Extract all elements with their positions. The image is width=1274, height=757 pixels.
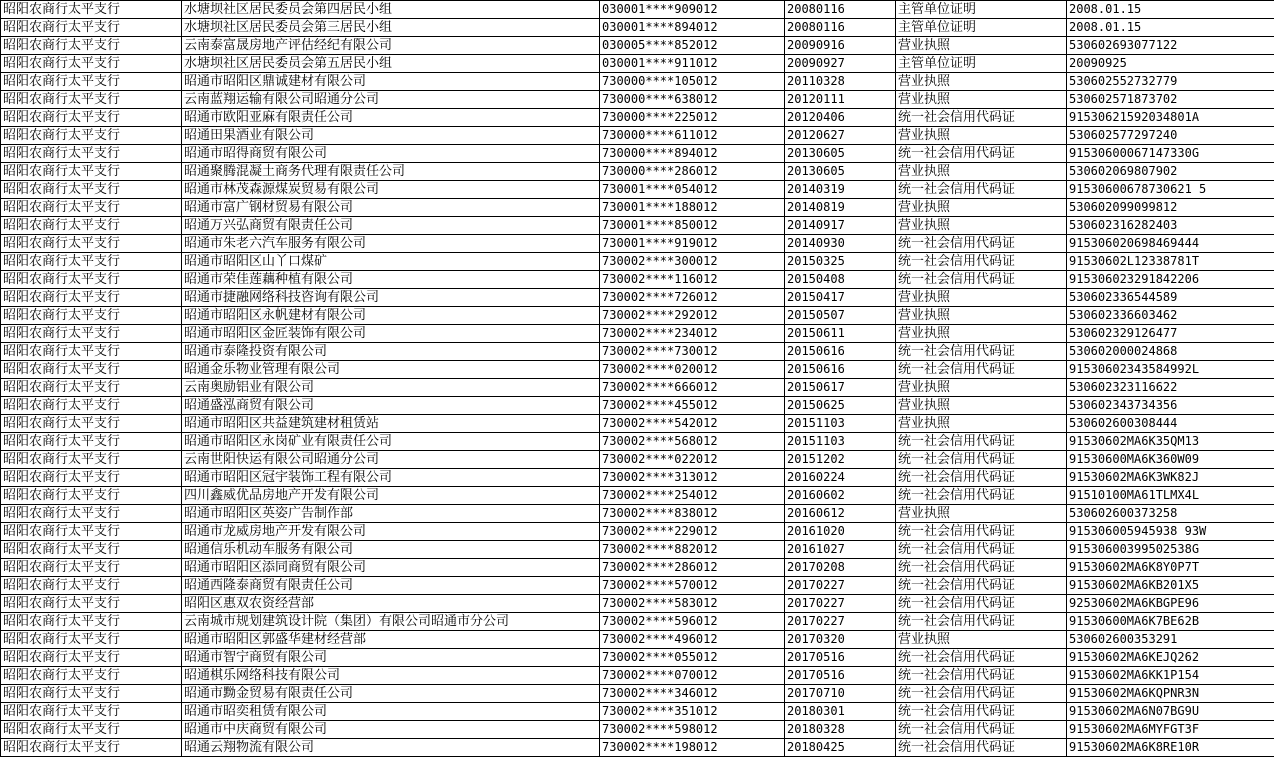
account-number-cell[interactable]: 730001****188012	[600, 199, 785, 217]
document-number-cell[interactable]: 91530602MA6MYFGT3F	[1067, 721, 1274, 739]
document-number-cell[interactable]: 92530602MA6KBGPE96	[1067, 595, 1274, 613]
account-number-cell[interactable]: 730002****455012	[600, 397, 785, 415]
account-number-cell[interactable]: 730002****229012	[600, 523, 785, 541]
branch-cell[interactable]: 昭阳农商行太平支行	[1, 613, 182, 631]
account-number-cell[interactable]: 730000****611012	[600, 127, 785, 145]
document-type-cell[interactable]: 统一社会信用代码证	[896, 343, 1067, 361]
open-date-cell[interactable]: 20150625	[785, 397, 896, 415]
account-number-cell[interactable]: 730002****020012	[600, 361, 785, 379]
document-number-cell[interactable]: 530602316282403	[1067, 217, 1274, 235]
branch-cell[interactable]: 昭阳农商行太平支行	[1, 55, 182, 73]
open-date-cell[interactable]: 20140930	[785, 235, 896, 253]
account-number-cell[interactable]: 730002****070012	[600, 667, 785, 685]
table-row	[1, 577, 1274, 595]
open-date-cell[interactable]: 20120406	[785, 109, 896, 127]
document-number-cell[interactable]: 530602323116622	[1067, 379, 1274, 397]
table-row	[1, 163, 1274, 181]
document-type-cell[interactable]: 营业执照	[896, 199, 1067, 217]
table-row	[1, 127, 1274, 145]
document-type-cell[interactable]: 营业执照	[896, 73, 1067, 91]
open-date-cell[interactable]: 20130605	[785, 145, 896, 163]
account-number-cell[interactable]: 730002****351012	[600, 703, 785, 721]
table-row	[1, 415, 1274, 433]
company-name-cell[interactable]: 昭通市朱老六汽车服务有限公司	[182, 235, 600, 253]
document-number-cell[interactable]: 91530600MA6K7BE62B	[1067, 613, 1274, 631]
document-type-cell[interactable]: 统一社会信用代码证	[896, 469, 1067, 487]
open-date-cell[interactable]: 20180328	[785, 721, 896, 739]
account-number-cell[interactable]: 030005****852012	[600, 37, 785, 55]
document-type-cell[interactable]: 营业执照	[896, 325, 1067, 343]
table-row	[1, 667, 1274, 685]
company-name-cell[interactable]: 昭通市泰隆投资有限公司	[182, 343, 600, 361]
branch-cell[interactable]: 昭阳农商行太平支行	[1, 343, 182, 361]
open-date-cell[interactable]: 20151202	[785, 451, 896, 469]
company-name-cell[interactable]: 昭通市昭阳区共益建筑建材租赁站	[182, 415, 600, 433]
document-type-cell[interactable]: 统一社会信用代码证	[896, 667, 1067, 685]
document-type-cell[interactable]: 统一社会信用代码证	[896, 451, 1067, 469]
branch-cell[interactable]: 昭阳农商行太平支行	[1, 703, 182, 721]
table-row	[1, 703, 1274, 721]
open-date-cell[interactable]: 20150507	[785, 307, 896, 325]
document-type-cell[interactable]: 营业执照	[896, 289, 1067, 307]
account-number-cell[interactable]: 730002****542012	[600, 415, 785, 433]
account-number-cell[interactable]: 730000****286012	[600, 163, 785, 181]
table-row	[1, 109, 1274, 127]
table-row	[1, 487, 1274, 505]
open-date-cell[interactable]: 20140917	[785, 217, 896, 235]
document-number-cell[interactable]: 530602600373258	[1067, 505, 1274, 523]
document-type-cell[interactable]: 统一社会信用代码证	[896, 145, 1067, 163]
branch-cell[interactable]: 昭阳农商行太平支行	[1, 163, 182, 181]
document-type-cell[interactable]: 统一社会信用代码证	[896, 253, 1067, 271]
account-number-cell[interactable]: 730002****346012	[600, 685, 785, 703]
document-number-cell[interactable]: 915306020698469444	[1067, 235, 1274, 253]
document-type-cell[interactable]: 统一社会信用代码证	[896, 739, 1067, 757]
open-date-cell[interactable]: 20170208	[785, 559, 896, 577]
branch-cell[interactable]: 昭阳农商行太平支行	[1, 505, 182, 523]
document-type-cell[interactable]: 统一社会信用代码证	[896, 685, 1067, 703]
account-number-cell[interactable]: 730000****225012	[600, 109, 785, 127]
company-name-cell[interactable]: 昭通市昭得商贸有限公司	[182, 145, 600, 163]
company-name-cell[interactable]: 昭通田果酒业有限公司	[182, 127, 600, 145]
account-number-cell[interactable]: 730002****568012	[600, 433, 785, 451]
open-date-cell[interactable]: 20170516	[785, 667, 896, 685]
branch-cell[interactable]: 昭阳农商行太平支行	[1, 469, 182, 487]
document-number-cell[interactable]: 530602336603462	[1067, 307, 1274, 325]
document-type-cell[interactable]: 营业执照	[896, 631, 1067, 649]
open-date-cell[interactable]: 20080116	[785, 19, 896, 37]
table-row	[1, 469, 1274, 487]
open-date-cell[interactable]: 20170227	[785, 595, 896, 613]
branch-cell[interactable]: 昭阳农商行太平支行	[1, 649, 182, 667]
branch-cell[interactable]: 昭阳农商行太平支行	[1, 433, 182, 451]
branch-cell[interactable]: 昭阳农商行太平支行	[1, 631, 182, 649]
company-name-cell[interactable]: 昭通盛泓商贸有限公司	[182, 397, 600, 415]
document-number-cell[interactable]: 530602600308444	[1067, 415, 1274, 433]
company-name-cell[interactable]: 昭通市昭奕租赁有限公司	[182, 703, 600, 721]
table-row	[1, 559, 1274, 577]
open-date-cell[interactable]: 20140319	[785, 181, 896, 199]
table-row	[1, 649, 1274, 667]
branch-cell[interactable]: 昭阳农商行太平支行	[1, 145, 182, 163]
company-name-cell[interactable]: 昭通西隆泰商贸有限责任公司	[182, 577, 600, 595]
open-date-cell[interactable]: 20120111	[785, 91, 896, 109]
table-body	[1, 1, 1274, 757]
account-number-cell[interactable]: 030001****911012	[600, 55, 785, 73]
document-number-cell[interactable]: 530602000024868	[1067, 343, 1274, 361]
document-number-cell[interactable]: 20090925	[1067, 55, 1274, 73]
account-number-cell[interactable]: 730002****583012	[600, 595, 785, 613]
branch-cell[interactable]: 昭阳农商行太平支行	[1, 289, 182, 307]
company-name-cell[interactable]: 昭通市林茂森源煤炭贸易有限公司	[182, 181, 600, 199]
company-name-cell[interactable]: 昭通市昭阳区山丫口煤矿	[182, 253, 600, 271]
document-number-cell[interactable]: 91530602MA6KEJQ262	[1067, 649, 1274, 667]
document-number-cell[interactable]: 91530602MA6N07BG9U	[1067, 703, 1274, 721]
table-row	[1, 739, 1274, 757]
table-row	[1, 541, 1274, 559]
table-row	[1, 451, 1274, 469]
table-row	[1, 37, 1274, 55]
open-date-cell[interactable]: 20170227	[785, 577, 896, 595]
account-number-cell[interactable]: 730002****313012	[600, 469, 785, 487]
open-date-cell[interactable]: 20130605	[785, 163, 896, 181]
account-number-cell[interactable]: 730002****022012	[600, 451, 785, 469]
open-date-cell[interactable]: 20120627	[785, 127, 896, 145]
account-number-cell[interactable]: 030001****894012	[600, 19, 785, 37]
company-name-cell[interactable]: 昭通金乐物业管理有限公司	[182, 361, 600, 379]
table-row	[1, 19, 1274, 37]
open-date-cell[interactable]: 20151103	[785, 415, 896, 433]
document-type-cell[interactable]: 营业执照	[896, 505, 1067, 523]
account-number-cell[interactable]: 730000****105012	[600, 73, 785, 91]
document-type-cell[interactable]: 统一社会信用代码证	[896, 721, 1067, 739]
document-type-cell[interactable]: 统一社会信用代码证	[896, 109, 1067, 127]
branch-cell[interactable]: 昭阳农商行太平支行	[1, 487, 182, 505]
open-date-cell[interactable]: 20080116	[785, 1, 896, 19]
company-name-cell[interactable]: 水塘坝社区居民委员会第三居民小组	[182, 19, 600, 37]
open-date-cell[interactable]: 20170227	[785, 613, 896, 631]
document-number-cell[interactable]: 915306005945938 93W	[1067, 523, 1274, 541]
document-type-cell[interactable]: 主管单位证明	[896, 19, 1067, 37]
branch-cell[interactable]: 昭阳农商行太平支行	[1, 415, 182, 433]
document-number-cell[interactable]: 2008.01.15	[1067, 1, 1274, 19]
branch-cell[interactable]: 昭阳农商行太平支行	[1, 541, 182, 559]
branch-cell[interactable]: 昭阳农商行太平支行	[1, 109, 182, 127]
document-number-cell[interactable]: 91530602MA6K8RE10R	[1067, 739, 1274, 757]
table-row	[1, 91, 1274, 109]
document-number-cell[interactable]: 2008.01.15	[1067, 19, 1274, 37]
table-row	[1, 361, 1274, 379]
document-number-cell[interactable]: 91530602L12338781T	[1067, 253, 1274, 271]
document-number-cell[interactable]: 91530600MA6K360W09	[1067, 451, 1274, 469]
open-date-cell[interactable]: 20151103	[785, 433, 896, 451]
document-type-cell[interactable]: 统一社会信用代码证	[896, 703, 1067, 721]
branch-cell[interactable]: 昭阳农商行太平支行	[1, 379, 182, 397]
document-number-cell[interactable]: 530602329126477	[1067, 325, 1274, 343]
open-date-cell[interactable]: 20160602	[785, 487, 896, 505]
branch-cell[interactable]: 昭阳农商行太平支行	[1, 451, 182, 469]
open-date-cell[interactable]: 20150611	[785, 325, 896, 343]
open-date-cell[interactable]: 20150417	[785, 289, 896, 307]
branch-cell[interactable]: 昭阳农商行太平支行	[1, 559, 182, 577]
open-date-cell[interactable]: 20161027	[785, 541, 896, 559]
document-type-cell[interactable]: 营业执照	[896, 217, 1067, 235]
company-name-cell[interactable]: 昭通聚腾混凝土商务代理有限责任公司	[182, 163, 600, 181]
document-number-cell[interactable]: 91530602MA6K35QM13	[1067, 433, 1274, 451]
document-number-cell[interactable]: 91530602343584992L	[1067, 361, 1274, 379]
document-type-cell[interactable]: 统一社会信用代码证	[896, 523, 1067, 541]
document-type-cell[interactable]: 营业执照	[896, 127, 1067, 145]
branch-cell[interactable]: 昭阳农商行太平支行	[1, 577, 182, 595]
document-type-cell[interactable]: 营业执照	[896, 91, 1067, 109]
company-name-cell[interactable]: 昭通市荣佳莲藕种植有限公司	[182, 271, 600, 289]
table-row	[1, 181, 1274, 199]
company-name-cell[interactable]: 四川鑫威优品房地产开发有限公司	[182, 487, 600, 505]
document-type-cell[interactable]: 统一社会信用代码证	[896, 595, 1067, 613]
branch-cell[interactable]: 昭阳农商行太平支行	[1, 217, 182, 235]
branch-cell[interactable]: 昭阳农商行太平支行	[1, 721, 182, 739]
open-date-cell[interactable]: 20180425	[785, 739, 896, 757]
branch-cell[interactable]: 昭阳农商行太平支行	[1, 271, 182, 289]
document-type-cell[interactable]: 统一社会信用代码证	[896, 577, 1067, 595]
company-name-cell[interactable]: 昭通市昭阳区永岗矿业有限责任公司	[182, 433, 600, 451]
company-name-cell[interactable]: 云南泰富晟房地产评估经纪有限公司	[182, 37, 600, 55]
account-number-cell[interactable]: 730000****638012	[600, 91, 785, 109]
document-number-cell[interactable]: 915306023291842206	[1067, 271, 1274, 289]
document-type-cell[interactable]: 统一社会信用代码证	[896, 271, 1067, 289]
document-number-cell[interactable]: 530602571873702	[1067, 91, 1274, 109]
branch-cell[interactable]: 昭阳农商行太平支行	[1, 1, 182, 19]
document-number-cell[interactable]: 91530600399502538G	[1067, 541, 1274, 559]
account-number-cell[interactable]: 730002****838012	[600, 505, 785, 523]
company-name-cell[interactable]: 昭通市富广钢材贸易有限公司	[182, 199, 600, 217]
document-number-cell[interactable]: 530602577297240	[1067, 127, 1274, 145]
table-row	[1, 73, 1274, 91]
account-number-cell[interactable]: 730000****894012	[600, 145, 785, 163]
company-name-cell[interactable]: 昭通棋乐网络科技有限公司	[182, 667, 600, 685]
account-number-cell[interactable]: 730002****292012	[600, 307, 785, 325]
table-row	[1, 343, 1274, 361]
table-row	[1, 145, 1274, 163]
open-date-cell[interactable]: 20150408	[785, 271, 896, 289]
account-number-cell[interactable]: 730002****496012	[600, 631, 785, 649]
document-number-cell[interactable]: 91530602MA6K3WK82J	[1067, 469, 1274, 487]
company-name-cell[interactable]: 云南城市规划建筑设计院（集团）有限公司昭通市分公司	[182, 613, 600, 631]
document-type-cell[interactable]: 营业执照	[896, 379, 1067, 397]
table-row	[1, 271, 1274, 289]
company-name-cell[interactable]: 昭通市昭阳区英姿广告制作部	[182, 505, 600, 523]
table-row	[1, 433, 1274, 451]
document-number-cell[interactable]: 530602600353291	[1067, 631, 1274, 649]
document-type-cell[interactable]: 统一社会信用代码证	[896, 613, 1067, 631]
document-number-cell[interactable]: 91530600067147330G	[1067, 145, 1274, 163]
document-number-cell[interactable]: 530602336544589	[1067, 289, 1274, 307]
table-row	[1, 325, 1274, 343]
open-date-cell[interactable]: 20170320	[785, 631, 896, 649]
company-name-cell[interactable]: 昭通信乐机动车服务有限公司	[182, 541, 600, 559]
branch-cell[interactable]: 昭阳农商行太平支行	[1, 91, 182, 109]
company-name-cell[interactable]: 昭通市昭阳区添同商贸有限公司	[182, 559, 600, 577]
document-number-cell[interactable]: 530602343734356	[1067, 397, 1274, 415]
company-name-cell[interactable]: 昭通市捷融网络科技咨询有限公司	[182, 289, 600, 307]
document-number-cell[interactable]: 91530602MA6KB201X5	[1067, 577, 1274, 595]
account-number-cell[interactable]: 730002****286012	[600, 559, 785, 577]
open-date-cell[interactable]: 20150616	[785, 343, 896, 361]
branch-cell[interactable]: 昭阳农商行太平支行	[1, 595, 182, 613]
account-number-cell[interactable]: 730002****254012	[600, 487, 785, 505]
document-type-cell[interactable]: 统一社会信用代码证	[896, 487, 1067, 505]
branch-cell[interactable]: 昭阳农商行太平支行	[1, 181, 182, 199]
document-number-cell[interactable]: 91530602MA6KK1P154	[1067, 667, 1274, 685]
branch-cell[interactable]: 昭阳农商行太平支行	[1, 739, 182, 757]
company-name-cell[interactable]: 云南蓝翔运输有限公司昭通分公司	[182, 91, 600, 109]
document-type-cell[interactable]: 主管单位证明	[896, 1, 1067, 19]
document-type-cell[interactable]: 营业执照	[896, 415, 1067, 433]
document-number-cell[interactable]: 530602693077122	[1067, 37, 1274, 55]
table-row	[1, 379, 1274, 397]
company-name-cell[interactable]: 昭通市智宁商贸有限公司	[182, 649, 600, 667]
document-type-cell[interactable]: 统一社会信用代码证	[896, 541, 1067, 559]
account-number-cell[interactable]: 730002****726012	[600, 289, 785, 307]
open-date-cell[interactable]: 20150617	[785, 379, 896, 397]
document-number-cell[interactable]: 530602069807902	[1067, 163, 1274, 181]
document-type-cell[interactable]: 营业执照	[896, 37, 1067, 55]
company-name-cell[interactable]: 昭通市昭阳区鼎诚建材有限公司	[182, 73, 600, 91]
table-row	[1, 505, 1274, 523]
document-type-cell[interactable]: 营业执照	[896, 307, 1067, 325]
company-name-cell[interactable]: 昭通市昭阳区永帆建材有限公司	[182, 307, 600, 325]
document-type-cell[interactable]: 营业执照	[896, 397, 1067, 415]
table-row	[1, 685, 1274, 703]
open-date-cell[interactable]: 20160224	[785, 469, 896, 487]
company-name-cell[interactable]: 昭通市昭阳区金匠装饰有限公司	[182, 325, 600, 343]
account-number-cell[interactable]: 730002****666012	[600, 379, 785, 397]
document-type-cell[interactable]: 主管单位证明	[896, 55, 1067, 73]
account-number-cell[interactable]: 730002****116012	[600, 271, 785, 289]
account-number-cell[interactable]: 730002****882012	[600, 541, 785, 559]
document-number-cell[interactable]: 91530600678730621 5	[1067, 181, 1274, 199]
table-row	[1, 55, 1274, 73]
document-number-cell[interactable]: 91510100MA61TLMX4L	[1067, 487, 1274, 505]
account-number-cell[interactable]: 730002****055012	[600, 649, 785, 667]
table-row	[1, 1, 1274, 19]
company-name-cell[interactable]: 水塘坝社区居民委员会第五居民小组	[182, 55, 600, 73]
company-name-cell[interactable]: 昭阳区惠双农资经营部	[182, 595, 600, 613]
account-number-cell[interactable]: 030001****909012	[600, 1, 785, 19]
branch-cell[interactable]: 昭阳农商行太平支行	[1, 307, 182, 325]
account-number-cell[interactable]: 730001****054012	[600, 181, 785, 199]
branch-cell[interactable]: 昭阳农商行太平支行	[1, 235, 182, 253]
table-row	[1, 523, 1274, 541]
document-number-cell[interactable]: 530602552732779	[1067, 73, 1274, 91]
document-type-cell[interactable]: 统一社会信用代码证	[896, 559, 1067, 577]
open-date-cell[interactable]: 20150325	[785, 253, 896, 271]
open-date-cell[interactable]: 20140819	[785, 199, 896, 217]
branch-cell[interactable]: 昭阳农商行太平支行	[1, 37, 182, 55]
document-number-cell[interactable]: 91530621592034801A	[1067, 109, 1274, 127]
table-row	[1, 595, 1274, 613]
table-row	[1, 721, 1274, 739]
document-type-cell[interactable]: 统一社会信用代码证	[896, 361, 1067, 379]
account-number-cell[interactable]: 730002****596012	[600, 613, 785, 631]
open-date-cell[interactable]: 20161020	[785, 523, 896, 541]
document-type-cell[interactable]: 统一社会信用代码证	[896, 433, 1067, 451]
branch-cell[interactable]: 昭阳农商行太平支行	[1, 397, 182, 415]
account-number-cell[interactable]: 730002****570012	[600, 577, 785, 595]
company-name-cell[interactable]: 昭通市昭阳区郭盛华建材经营部	[182, 631, 600, 649]
document-type-cell[interactable]: 统一社会信用代码证	[896, 649, 1067, 667]
company-name-cell[interactable]: 昭通市欧阳亚麻有限责任公司	[182, 109, 600, 127]
company-name-cell[interactable]: 昭通市黝金贸易有限责任公司	[182, 685, 600, 703]
company-name-cell[interactable]: 昭通市龙威房地产开发有限公司	[182, 523, 600, 541]
account-number-cell[interactable]: 730002****730012	[600, 343, 785, 361]
table-row	[1, 253, 1274, 271]
open-date-cell[interactable]: 20170516	[785, 649, 896, 667]
branch-cell[interactable]: 昭阳农商行太平支行	[1, 253, 182, 271]
account-number-cell[interactable]: 730002****198012	[600, 739, 785, 757]
open-date-cell[interactable]: 20090916	[785, 37, 896, 55]
open-date-cell[interactable]: 20150616	[785, 361, 896, 379]
document-type-cell[interactable]: 统一社会信用代码证	[896, 235, 1067, 253]
company-name-cell[interactable]: 云南世阳快运有限公司昭通分公司	[182, 451, 600, 469]
branch-cell[interactable]: 昭阳农商行太平支行	[1, 199, 182, 217]
open-date-cell[interactable]: 20180301	[785, 703, 896, 721]
document-type-cell[interactable]: 营业执照	[896, 163, 1067, 181]
branch-cell[interactable]: 昭阳农商行太平支行	[1, 127, 182, 145]
table-row	[1, 397, 1274, 415]
company-name-cell[interactable]: 昭通市中庆商贸有限公司	[182, 721, 600, 739]
branch-cell[interactable]: 昭阳农商行太平支行	[1, 685, 182, 703]
document-type-cell[interactable]: 统一社会信用代码证	[896, 181, 1067, 199]
open-date-cell[interactable]: 20090927	[785, 55, 896, 73]
table-row	[1, 199, 1274, 217]
account-number-cell[interactable]: 730002****300012	[600, 253, 785, 271]
document-number-cell[interactable]: 530602099099812	[1067, 199, 1274, 217]
company-name-cell[interactable]: 昭通市昭阳区冠宇装饰工程有限公司	[182, 469, 600, 487]
account-number-cell[interactable]: 730002****598012	[600, 721, 785, 739]
open-date-cell[interactable]: 20110328	[785, 73, 896, 91]
branch-cell[interactable]: 昭阳农商行太平支行	[1, 361, 182, 379]
company-name-cell[interactable]: 昭通万兴弘商贸有限责任公司	[182, 217, 600, 235]
branch-cell[interactable]: 昭阳农商行太平支行	[1, 523, 182, 541]
branch-cell[interactable]: 昭阳农商行太平支行	[1, 73, 182, 91]
table-row	[1, 289, 1274, 307]
open-date-cell[interactable]: 20170710	[785, 685, 896, 703]
document-number-cell[interactable]: 91530602MA6KQPNR3N	[1067, 685, 1274, 703]
branch-cell[interactable]: 昭阳农商行太平支行	[1, 325, 182, 343]
account-number-cell[interactable]: 730001****850012	[600, 217, 785, 235]
branch-cell[interactable]: 昭阳农商行太平支行	[1, 19, 182, 37]
branch-cell[interactable]: 昭阳农商行太平支行	[1, 667, 182, 685]
document-number-cell[interactable]: 91530602MA6K8Y0P7T	[1067, 559, 1274, 577]
table-row	[1, 631, 1274, 649]
company-name-cell[interactable]: 云南奥励铝业有限公司	[182, 379, 600, 397]
company-name-cell[interactable]: 昭通云翔物流有限公司	[182, 739, 600, 757]
table-row	[1, 217, 1274, 235]
company-name-cell[interactable]: 水塘坝社区居民委员会第四居民小组	[182, 1, 600, 19]
table-row	[1, 235, 1274, 253]
account-number-cell[interactable]: 730002****234012	[600, 325, 785, 343]
open-date-cell[interactable]: 20160612	[785, 505, 896, 523]
table-row	[1, 613, 1274, 631]
account-number-cell[interactable]: 730001****919012	[600, 235, 785, 253]
table-row	[1, 307, 1274, 325]
